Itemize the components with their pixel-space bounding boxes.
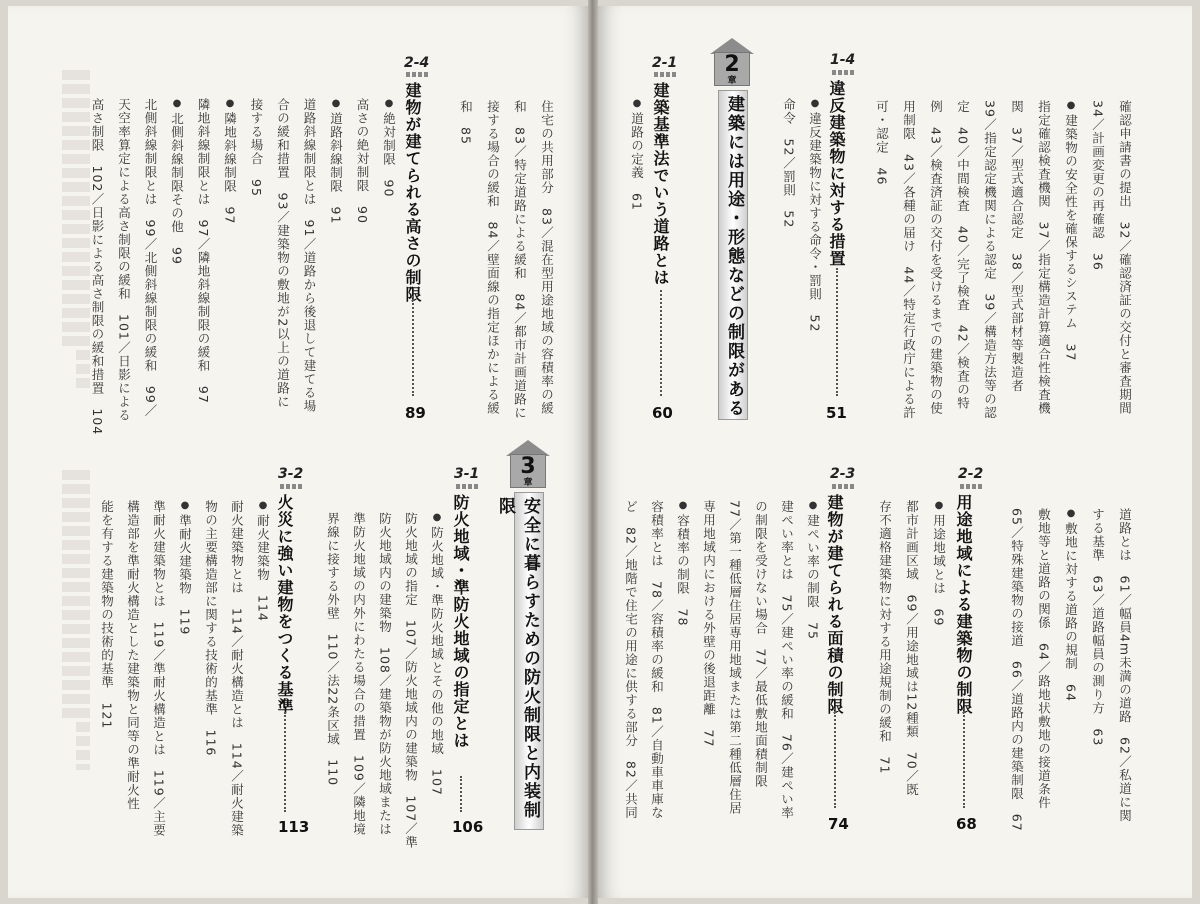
chapter-2-badge: [710, 38, 754, 86]
section-2-1-leader-dots: [660, 290, 664, 396]
toc-entry-line: 接する場合 95: [249, 98, 264, 197]
toc-entry-line: 確認申請書の提出 32／確認済証の交付と審査期間: [1117, 100, 1133, 415]
section-2-3-number: 2-3: [830, 466, 856, 482]
toc-entry-line: 命令 52／罰則 52: [781, 98, 797, 229]
chapter-2-box: [714, 52, 750, 86]
book-gutter: [588, 0, 598, 904]
section-3-1-heading: 防火地域・準防火地域の指定とは: [451, 494, 470, 749]
section-2-3-ornament: [832, 484, 854, 489]
toc-entry-line: ● 用途地域とは 69: [932, 500, 945, 626]
toc-entry-line: 存不適格建築物に対する用途規制の緩和 71: [877, 500, 893, 775]
section-1-4-heading: 違反建築物に対する措置: [827, 80, 846, 267]
section-2-4-ornament: [406, 72, 428, 77]
chapter-2-title: 建築には用途・形態などの制限がある: [718, 90, 748, 420]
section-2-3-heading: 建物が建てられる面積の制限: [825, 494, 844, 715]
chapter-2-label: 章: [727, 76, 737, 86]
toc-entry-line: 例 43／検査済証の交付を受けるまでの建築物の使: [928, 100, 944, 415]
section-2-2-leader-dots: [963, 708, 967, 808]
section-2-3-leader-dots: [834, 708, 838, 808]
section-2-3-page: 74: [828, 815, 849, 833]
section-3-1-number: 3-1: [454, 466, 480, 482]
section-2-2-number: 2-2: [958, 466, 984, 482]
toc-entry-line: ● 耐火建築物 114: [256, 500, 269, 622]
toc-entry-line: 34／計画変更の再確認 36: [1090, 100, 1106, 271]
section-3-2-page: 113: [278, 818, 310, 836]
toc-entry-line: 接する場合の緩和 84／壁面線の指定ほかによる緩: [485, 100, 501, 415]
toc-entry-line: 耐火建築物とは 114／耐火構造とは 114／耐火建築: [229, 500, 245, 838]
toc-entry-line: ● 違反建築物に対する命令・罰則 52: [808, 98, 821, 332]
toc-entry-line: 構造部を準耐火構造とした建築物と同等の準耐火性: [125, 500, 141, 811]
toc-entry-line: 物の主要構造部に関する技術的基準 116: [203, 500, 219, 757]
toc-entry-line: ● 準耐火建築物 119: [178, 500, 191, 635]
section-3-1-leader-dots: [460, 776, 464, 812]
toc-entry-line: 用制限 43／各種の届け 44／特定行政庁による許: [901, 100, 917, 420]
section-3-2-number: 3-2: [278, 466, 304, 482]
toc-entry-line: 指定確認検査機関 37／指定構造計算適合性検査機: [1036, 100, 1052, 415]
toc-entry-line: 77／第一種低層住居専用地域または第二種低層住居: [727, 500, 743, 815]
chapter-3-badge: [506, 440, 550, 488]
toc-entry-line: 準耐火建築物とは 119／準耐火構造とは 119／主要: [151, 500, 167, 838]
section-1-4-leader-dots: [836, 268, 840, 396]
section-3-2-heading: 火災に強い建物をつくる基準: [275, 494, 294, 715]
section-3-2-leader-dots: [284, 712, 288, 812]
toc-entry-line: 北側斜線制限とは 99／北側斜線制限の緩和 99／: [143, 98, 158, 418]
section-2-1-page: 60: [652, 404, 673, 422]
toc-entry-line: 道路とは 61／幅員4m未満の道路 62／私道に関: [1117, 508, 1133, 823]
toc-entry-line: 高さの絶対制限 90: [355, 98, 370, 224]
toc-entry-line: 建ぺい率とは 75／建ぺい率の緩和 76／建ぺい率: [779, 500, 795, 820]
toc-entry-line: 可・認定 46: [874, 100, 890, 186]
chapter-2-number: 2: [724, 52, 740, 77]
section-1-4-page: 51: [826, 404, 847, 422]
toc-entry-line: ● 敷地に対する道路の規制 64: [1064, 508, 1077, 702]
toc-entry-line: 天空率算定による高さ制限の緩和 101／日影による: [116, 98, 132, 422]
toc-entry-line: 合の緩和措置 93／建築物の敷地が2以上の道路に: [275, 98, 291, 409]
toc-entry-line: 界線に接する外壁 110／法22条区域 110: [325, 512, 341, 787]
section-3-1-page: 106: [452, 818, 484, 836]
toc-entry-line: ● 隣地斜線制限 97: [223, 98, 236, 224]
toc-entry-line: 和 83／特定道路による緩和 84／都市計画道路に: [512, 100, 528, 420]
bleed-through-text: [30, 70, 90, 410]
toc-entry-line: 敷地等と道路の関係 64／路地状敷地の接道条件: [1036, 508, 1052, 810]
section-2-1-ornament: [654, 72, 676, 77]
toc-entry-line: ● 建築物の安全性を確保するシステム 37: [1064, 100, 1077, 361]
toc-entry-line: ● 北側斜線制限その他 99: [170, 98, 183, 265]
toc-entry-line: 防火地域の指定 107／防火地域内の建築物 107／準: [403, 512, 419, 850]
toc-entry-line: 関 37／型式適合認定 38／型式部材等製造者: [1009, 100, 1025, 393]
section-2-2-heading: 用途地域による建築物の制限: [954, 494, 973, 715]
toc-entry-line: する基準 63／道路幅員の測り方 63: [1090, 508, 1106, 747]
toc-entry-line: 専用地域内における外壁の後退距離 77: [701, 500, 717, 748]
toc-entry-line: 定 40／中間検査 40／完了検査 42／検査の特: [955, 100, 971, 411]
toc-entry-line: 都市計画区域 69／用途地域は12種類 70／既: [904, 500, 920, 797]
toc-entry-line: ● 道路の定義 61: [630, 98, 643, 211]
toc-entry-line: ● 建ぺい率の制限 75: [806, 500, 819, 640]
toc-entry-line: 防火地域内の建築物 108／建築物が防火地域または: [377, 512, 393, 836]
toc-entry-line: 65／特殊建築物の接道 66／道路内の建築制限 67: [1009, 508, 1025, 832]
toc-entry-line: 和 85: [458, 100, 474, 145]
bleed-through-text-lower: [30, 470, 90, 810]
chapter-3-number: 3: [520, 454, 536, 479]
section-3-2-ornament: [280, 484, 302, 489]
toc-entry-line: ● 防火地域・準防火地域とその他の地域 107: [430, 512, 443, 796]
section-1-4-number: 1-4: [830, 52, 856, 68]
chapter-3-label: 章: [523, 478, 533, 488]
section-2-4-heading: 建物が建てられる高さの制限: [403, 82, 422, 303]
chapter-3-box: [510, 454, 546, 488]
section-2-1-heading: 建築基準法でいう道路とは: [651, 82, 670, 286]
toc-entry-line: ● 絶対制限 90: [382, 98, 395, 197]
toc-entry-line: 容積率とは 78／容積率の緩和 81／自動車車庫な: [649, 500, 665, 820]
toc-entry-line: 高さ制限 102／日影による高さ制限の緩和措置 104: [90, 98, 105, 436]
section-1-4-ornament: [832, 70, 854, 75]
toc-entry-line: ● 容積率の制限 78: [676, 500, 689, 626]
toc-entry-line: 39／指定認定機関による認定 39／構造方法等の認: [982, 100, 998, 420]
section-2-4-leader-dots: [412, 296, 416, 396]
chapter-3-title: 安全に暮らすための防火制限と内装制限: [514, 492, 544, 830]
toc-entry-line: 隣地斜線制限とは 97／隣地斜線制限の緩和 97: [196, 98, 211, 404]
section-2-1-number: 2-1: [652, 55, 678, 71]
toc-entry-line: 住宅の共用部分 83／混在型用途地域の容積率の緩: [539, 100, 555, 415]
section-2-2-ornament: [960, 484, 982, 489]
toc-entry-line: 道路斜線制限とは 91／道路から後退して建てる場: [302, 98, 317, 413]
section-2-4-number: 2-4: [404, 55, 430, 71]
toc-entry-line: ● 道路斜線制限 91: [329, 98, 342, 224]
toc-entry-line: ど 82／地階で住宅の用途に供する部分 82／共同: [623, 500, 639, 820]
section-2-2-page: 68: [956, 815, 977, 833]
section-2-4-page: 89: [405, 404, 426, 422]
toc-entry-line: 能を有する建築物の技術的基準 121: [99, 500, 115, 730]
toc-entry-line: の制限を受けない場合 77／最低敷地面積制限: [753, 500, 769, 788]
toc-entry-line: 準防火地域の内外にわたる場合の措置 109／隣地境: [351, 512, 367, 836]
section-3-1-ornament: [456, 484, 478, 489]
